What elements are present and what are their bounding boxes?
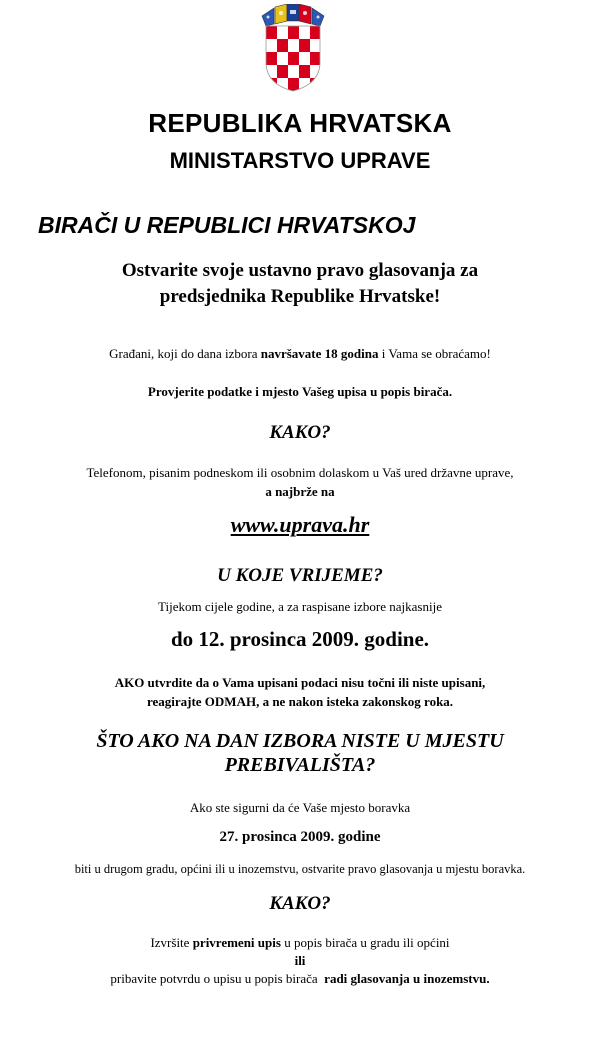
- how-heading: KAKO?: [269, 422, 331, 443]
- coat-of-arms-icon: [258, 4, 328, 92]
- check-text: Provjerite podatke i mjesto Vašeg upisa u popis birača.: [147, 384, 453, 399]
- warning-line-2: reagirajte ODMAH, a ne nakon isteka zakonskog roka.: [146, 694, 454, 709]
- abroad-voting: radi glasovanja u inozemstvu.: [324, 971, 490, 986]
- election-date: 27. prosinca 2009. godine: [219, 829, 381, 845]
- intro-line-2: predsjednika Republike Hrvatske!: [159, 286, 441, 307]
- final-line-1: [0, 934, 600, 952]
- final-pre-1: Izvršite: [150, 935, 193, 950]
- final-pre-2: pribavite potvrdu o upisu u popis birača: [110, 971, 325, 986]
- away-text: Ako ste sigurni da će Vaše mjesto boravka: [189, 800, 411, 815]
- away-heading-line-2: PREBIVALIŠTA?: [224, 754, 376, 776]
- away-heading: [0, 729, 600, 777]
- citizens-post: i Vama se obraćamo!: [378, 346, 491, 361]
- how-text: [0, 463, 600, 501]
- how-heading-2: KAKO?: [269, 893, 331, 914]
- temporary-registration: privremeni upis: [192, 935, 281, 950]
- warning-line-1: AKO utvrdite da o Vama upisani podaci nisu točni ili niste upisani,: [114, 675, 486, 690]
- warning: [0, 673, 600, 711]
- citizens-age: navršavate 18 godina: [260, 346, 379, 361]
- how-text-line-1: Telefonom, pisanim podneskom ili osobnim dolaskom u Vaš ured državne uprave,: [86, 465, 514, 480]
- intro-line-1: Ostvarite svoje ustavno pravo glasovanja za: [121, 260, 479, 281]
- citizens-pre: Građani, koji do dana izbora: [109, 346, 261, 361]
- final-post-1: u popis birača u gradu ili općini: [280, 935, 450, 950]
- headline: BIRAČI U REPUBLICI HRVATSKOJ: [38, 212, 416, 238]
- final-text: [0, 934, 600, 988]
- country-title: REPUBLIKA HRVATSKA: [148, 108, 452, 138]
- final-line-3: [0, 970, 600, 988]
- intro: [0, 258, 600, 310]
- final-or: ili: [294, 953, 306, 968]
- away-heading-line-1: ŠTO AKO NA DAN IZBORA NISTE U MJESTU: [96, 730, 504, 752]
- website-link[interactable]: www.uprava.hr: [230, 512, 370, 537]
- deadline: do 12. prosinca 2009. godine.: [170, 627, 430, 651]
- citizens-text: [0, 346, 600, 362]
- how-text-line-2: a najbrže na: [265, 484, 335, 499]
- when-heading: U KOJE VRIJEME?: [217, 565, 383, 586]
- away-text-2: biti u drugom gradu, općini ili u inozemstvu, ostvarite pravo glasovanja u mjestu boravka.: [74, 862, 526, 876]
- ministry-title: MINISTARSTVO UPRAVE: [169, 148, 431, 173]
- when-text: Tijekom cijele godine, a za raspisane izbore najkasnije: [158, 599, 442, 614]
